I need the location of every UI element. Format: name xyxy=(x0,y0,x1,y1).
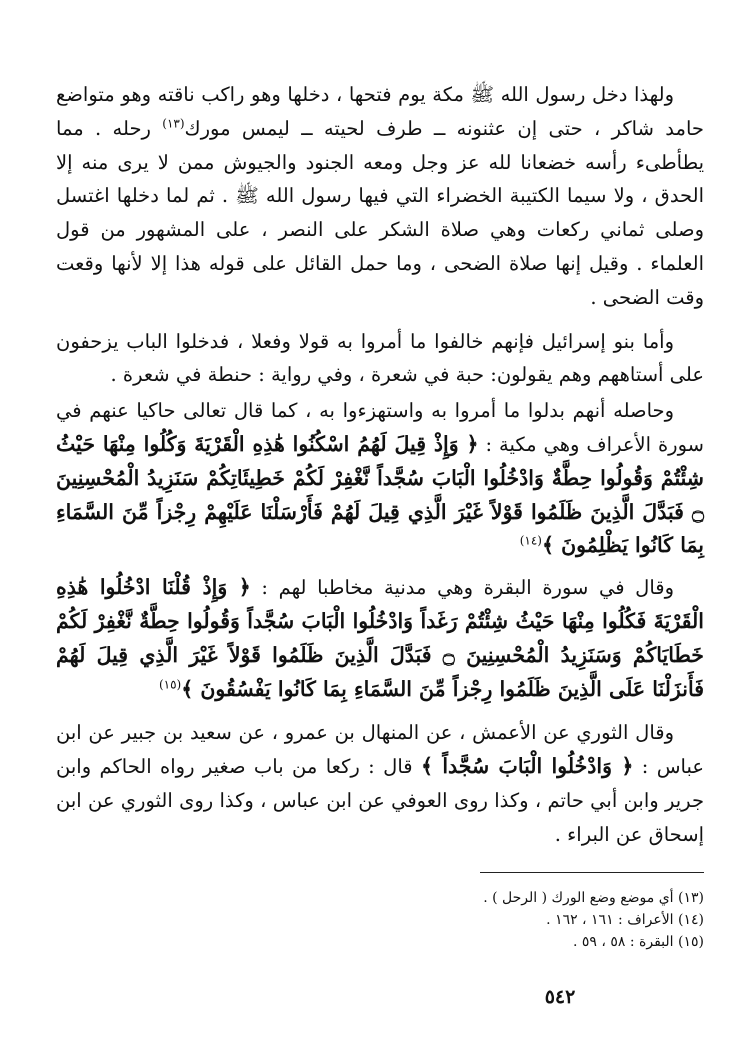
footnote-15: (١٥) البقرة : ٥٨ ، ٥٩ . xyxy=(573,934,704,950)
text-segment: قال : ركعا من باب صغير رواه الحاكم وابن جرير وابن أبي حاتم ، وكذا روى العوفي عن ابن عباس ، وكذا روى الثوري عن ابن إسحاق عن البراء . xyxy=(56,755,704,846)
main-text xyxy=(56,78,704,860)
text-segment: رحله . مما يطأطىء رأسه خضعانا لله عز وجل ومعه الجنود والجيوش ممن لا يرى منه إلا الحدق ، ولا سيما الكتيبة الخضراء التي فيها رسول الله ﷺ . ثم لما دخلها اغتسل وصلى ثماني ركعات وهي صلاة الشكر على النصر ، على المشهور من قول العلماء . وقيل إنها صلاة الضحى ، وما حمل القائل على قوله هذا إلا لأنها وقعت وقت الضحى . xyxy=(56,116,704,309)
text-segment: وقال في سورة البقرة وهي مدنية مخاطبا لهم : xyxy=(250,576,674,600)
paragraph-thawri-narration xyxy=(56,716,704,851)
footnote-ref-15: (١٥) xyxy=(158,677,182,692)
quran-verse-quote: ﴿ وَادْخُلُوا الْبَابَ سُجَّداً ﴾ xyxy=(420,754,634,779)
text-segment: وحاصله أنهم بدلوا ما أمروا به واستهزءوا به ، كما قال تعالى حاكيا عنهم في سورة الأعراف وهي مكية : xyxy=(56,399,704,456)
footnote-ref-14: (١٤) xyxy=(519,533,542,548)
quran-verse-al-araf: ﴿ وَإِذْ قِيلَ لَهُمُ اسْكُنُوا هَٰذِهِ الْقَرْيَةَ وَكُلُوا مِنْهَا حَيْثُ شِئْتُمْ وَقُولُوا حِطَّةٌ وَادْخُلُوا الْبَابَ سُجَّداً نَّغْفِرْ لَكُمْ خَطِيئَاتِكُمْ سَنَزِيدُ الْمُحْسِنِينَ ۝ فَبَدَّلَ الَّذِينَ ظَلَمُوا قَوْلاً غَيْرَ الَّذِي قِيلَ لَهُمْ فَأَرْسَلْنَا عَلَيْهِمْ رِجْزاً مِّنَ السَّمَاءِ بِمَا كَانُوا يَظْلِمُونَ ﴾ xyxy=(56,431,704,558)
footnote-ref-13: (١٣) xyxy=(162,116,185,131)
footnote-13: (١٣) أي موضع وضع الورك ( الرحل ) . xyxy=(483,890,704,906)
quran-verse-al-baqarah: ﴿ وَإِذْ قُلْنَا ادْخُلُوا هَٰذِهِ الْقَرْيَةَ فَكُلُوا مِنْهَا حَيْثُ شِئْتُمْ رَغَداً وَادْخُلُوا الْبَابَ سُجَّداً وَقُولُوا حِطَّةٌ نَّغْفِرْ لَكُمْ خَطَايَاكُمْ وَسَنَزِيدُ الْمُحْسِنِينَ ۝ فَبَدَّلَ الَّذِينَ ظَلَمُوا قَوْلاً غَيْرَ الَّذِي قِيلَ لَهُمْ فَأَنزَلْنَا عَلَى الَّذِينَ ظَلَمُوا رِجْزاً مِّنَ السَّمَاءِ بِمَا كَانُوا يَفْسُقُونَ ﴾ xyxy=(56,575,704,701)
page-number: ٥٤٢ xyxy=(544,986,576,1008)
paragraph-surat-al-baqarah xyxy=(56,571,704,706)
paragraph-conquest-of-mecca xyxy=(56,78,704,315)
text-segment: ولهذا دخل رسول الله ﷺ مكة يوم فتحها ، دخلها وهو راكب ناقته وهو متواضع حامد شاكر ، حتى إن عثنونه ــ طرف لحيته ــ ليمس مورك xyxy=(56,83,704,140)
paragraph-surat-al-araf xyxy=(56,394,704,563)
footnote-14: (١٤) الأعراف : ١٦١ ، ١٦٢ . xyxy=(546,912,704,928)
footnote-separator xyxy=(480,872,704,873)
text-segment: وقال الثوري عن الأعمش ، عن المنهال بن عمرو ، عن سعيد بن جبير عن ابن عباس : xyxy=(56,721,704,779)
paragraph-bani-israil xyxy=(56,325,704,393)
text-segment: وأما بنو إسرائيل فإنهم خالفوا ما أمروا به قولا وفعلا ، فدخلوا الباب يزحفون على أستاههم وهم يقولون: حبة في شعرة ، وفي رواية : حنطة في شعرة . xyxy=(56,329,704,387)
footnotes xyxy=(300,887,704,953)
